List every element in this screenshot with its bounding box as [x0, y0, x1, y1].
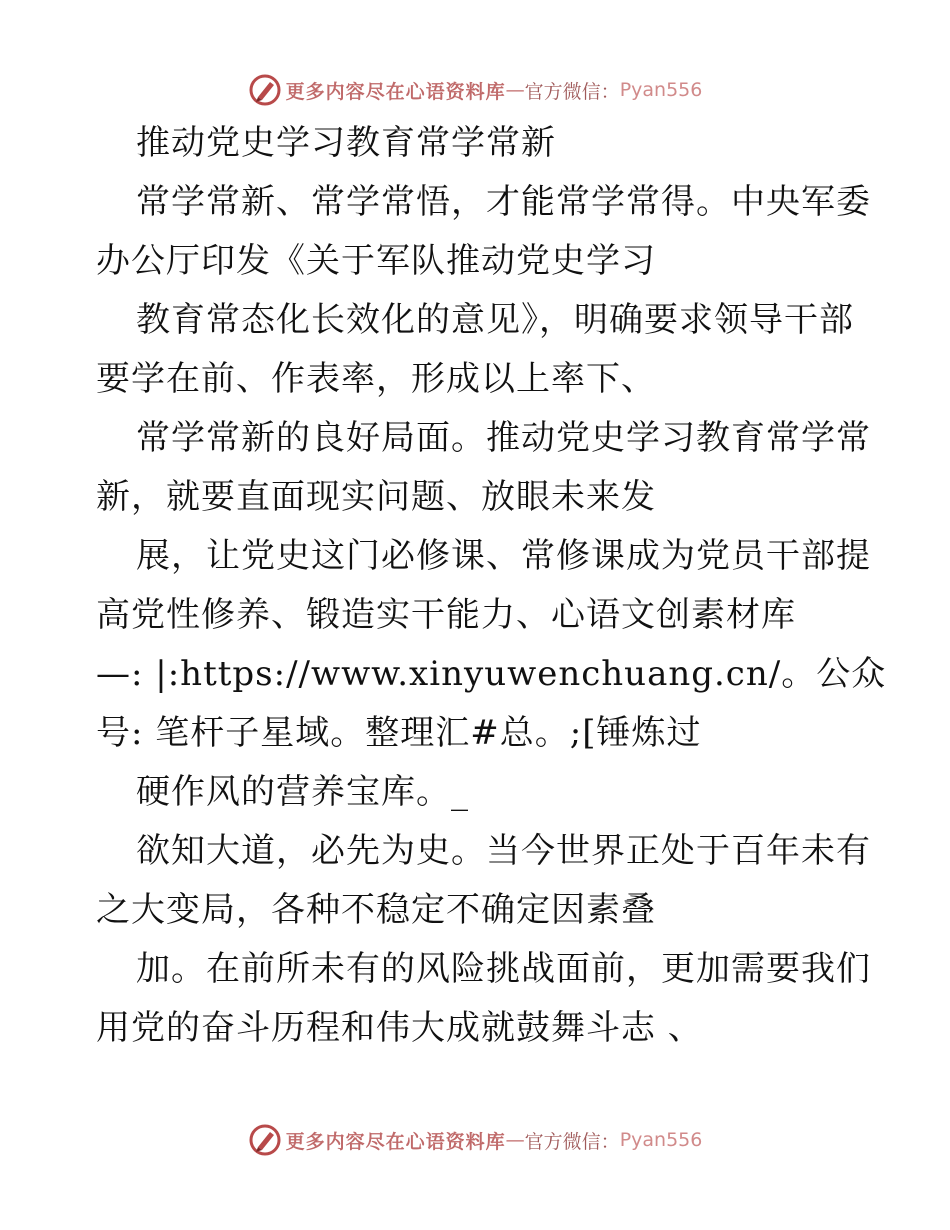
document-body — [96, 114, 887, 1058]
text-line: 硬作风的营养宝库。_ — [136, 772, 469, 812]
footer-banner — [0, 1120, 950, 1160]
text-line: 加。在前所未有的风险挑战面前，更加需要我们 — [136, 949, 871, 989]
header-banner — [0, 70, 950, 110]
text-line: 常学常新的良好局面。推动党史学习教育常学常 — [136, 418, 871, 458]
text-line: 高党性修养、锻造实干能力、心语文创素材库 — [96, 595, 796, 635]
banner-brand-text: 更多内容尽在心语资料库 — [285, 80, 506, 103]
text-line: 号: 笔杆子星域。整理汇#总。;[锤炼过 — [96, 713, 702, 753]
text-line: 之大变局，各种不稳定不确定因素叠 — [96, 890, 656, 930]
pen-circle-logo-icon — [248, 1123, 282, 1157]
banner-wechat-label: 官方微信： — [524, 80, 620, 103]
text-line: 新，就要直面现实问题、放眼未来发 — [96, 477, 656, 517]
banner-wechat-id: Pyan556 — [619, 79, 703, 101]
text-line: 用党的奋斗历程和伟大成就鼓舞斗志 、 — [96, 1008, 703, 1048]
banner-wechat-id: Pyan556 — [619, 1129, 703, 1151]
document-title: 推动党史学习教育常学常新 — [136, 123, 556, 163]
text-line: 展，让党史这门必修课、常修课成为党员干部提 — [136, 536, 871, 576]
banner-wechat-label: 官方微信： — [524, 1130, 620, 1153]
text-line: 教育常态化长效化的意见》，明确要求领导干部 — [136, 300, 854, 340]
banner-separator: — — [505, 1129, 525, 1151]
banner-separator: — — [505, 79, 525, 101]
text-line: —: |:https://www.xinyuwenchuang.cn/。公众 — [96, 654, 887, 694]
banner-brand-text: 更多内容尽在心语资料库 — [285, 1130, 506, 1153]
text-line: 要学在前、作表率，形成以上率下、 — [96, 359, 656, 399]
text-line: 欲知大道，必先为史。当今世界正处于百年未有 — [136, 831, 871, 871]
text-line: 办公厅印发《关于军队推动党史学习 — [96, 241, 656, 281]
text-line: 常学常新、常学常悟，才能常学常得。中央军委 — [136, 182, 871, 222]
pen-circle-logo-icon — [248, 73, 282, 107]
